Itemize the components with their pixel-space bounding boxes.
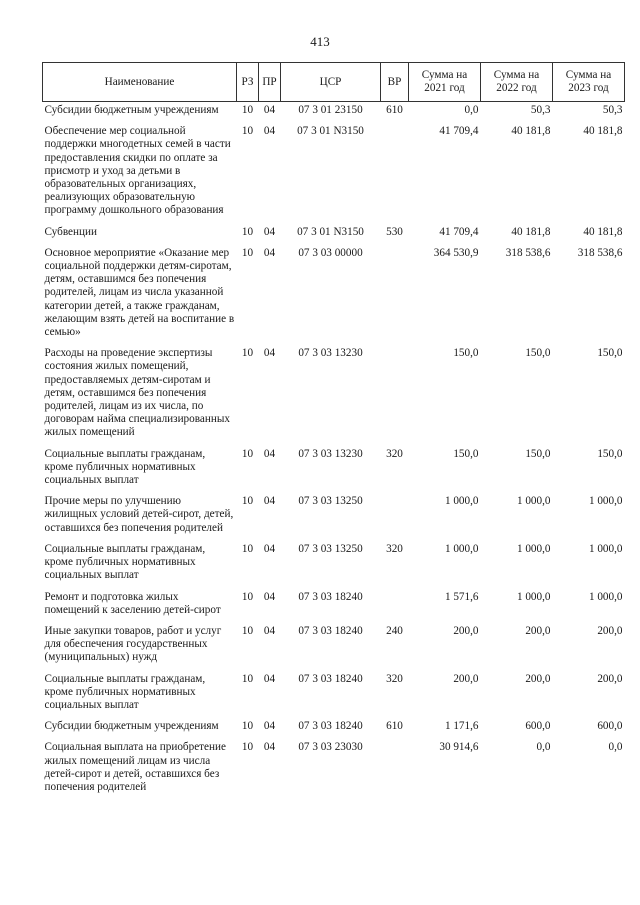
cell-pr: 04 (263, 672, 276, 685)
cell-name: Субвенции (44, 225, 97, 238)
cell-sum-2021: 364 530,9 (433, 246, 479, 259)
cell-sum-2023: 600,0 (597, 720, 623, 733)
table-row (43, 125, 625, 217)
cell-sum-2023: 1 000,0 (588, 542, 623, 555)
cell-sum-2022: 200,0 (525, 624, 551, 637)
row-spacer-cell (43, 487, 625, 495)
cell-sum-2021: 1 171,6 (444, 720, 479, 733)
cell-sum-2021: 1 571,6 (444, 590, 479, 603)
cell-sum-2021: 1 000,0 (444, 495, 479, 508)
cell-rz: 10 (241, 347, 254, 360)
cell-sum-2023: 40 181,8 (583, 125, 623, 138)
row-spacer-cell (43, 117, 625, 125)
cell-rz: 10 (241, 495, 254, 508)
cell-sum-2021: 1 000,0 (444, 542, 479, 555)
cell-rz: 10 (241, 246, 254, 259)
row-spacer (43, 339, 625, 347)
cell-vr (381, 741, 409, 794)
cell-sum-2023: 1 000,0 (588, 495, 623, 508)
table-row (43, 448, 625, 488)
cell-name: Социальная выплата на приобретение жилых помещений лицам из числа детей-сирот и детей, оставшихся без попечения родителей (44, 741, 226, 793)
cell-rz: 10 (241, 720, 254, 733)
header-csr: ЦСР (281, 63, 381, 102)
table-header-row (43, 63, 625, 102)
cell-sum-2023: 150,0 (597, 347, 623, 360)
row-spacer (43, 733, 625, 741)
row-spacer (43, 583, 625, 591)
cell-pr: 04 (263, 495, 276, 508)
cell-sum-2021: 200,0 (453, 672, 479, 685)
cell-rz: 10 (241, 590, 254, 603)
cell-vr: 530 (386, 225, 403, 238)
row-spacer-cell (43, 583, 625, 591)
cell-csr: 07 3 03 18240 (298, 720, 363, 733)
cell-csr: 07 3 03 23030 (298, 741, 363, 754)
cell-sum-2023: 0,0 (608, 741, 623, 754)
row-spacer-cell (43, 733, 625, 741)
cell-sum-2023: 40 181,8 (583, 225, 623, 238)
cell-csr: 07 3 01 N3150 (297, 125, 364, 138)
cell-csr: 07 3 03 13250 (298, 542, 363, 555)
cell-csr: 07 3 03 18240 (298, 672, 363, 685)
cell-sum-2022: 318 538,6 (505, 246, 551, 259)
table-row (43, 347, 625, 439)
table-row (43, 720, 625, 733)
row-spacer-cell (43, 218, 625, 226)
cell-sum-2022: 1 000,0 (516, 542, 551, 555)
cell-sum-2022: 0,0 (536, 741, 551, 754)
cell-sum-2022: 1 000,0 (516, 495, 551, 508)
cell-name: Обеспечение мер социальной поддержки многодетных семей в части предоставления скидки по оплате за присмотр и уход за детьми в образовательных организациях, реализующих образовательную программу дошкольного образования (44, 125, 231, 217)
cell-sum-2022: 50,3 (530, 104, 551, 116)
cell-csr: 07 3 01 N3150 (297, 225, 364, 238)
table-row (43, 102, 625, 118)
table-row (43, 543, 625, 583)
cell-sum-2023: 1 000,0 (588, 590, 623, 603)
cell-rz: 10 (241, 672, 254, 685)
row-spacer-cell (43, 665, 625, 673)
cell-pr: 04 (263, 447, 276, 460)
cell-csr: 07 3 03 18240 (298, 590, 363, 603)
table-row (43, 247, 625, 339)
cell-name: Субсидии бюджетным учреждениям (44, 720, 219, 733)
table-row (43, 591, 625, 617)
cell-sum-2021: 200,0 (453, 624, 479, 637)
cell-name: Иные закупки товаров, работ и услуг для обеспечения государственных (муниципальных) нужд (44, 624, 222, 664)
cell-sum-2021: 150,0 (453, 447, 479, 460)
row-spacer (43, 487, 625, 495)
cell-sum-2023: 150,0 (597, 447, 623, 460)
table-row (43, 741, 625, 794)
cell-sum-2021: 150,0 (453, 347, 479, 360)
row-spacer (43, 218, 625, 226)
budget-table (42, 62, 625, 794)
cell-sum-2022: 200,0 (525, 672, 551, 685)
cell-name: Расходы на проведение экспертизы состояния жилых помещений, предоставляемых детям-сиротам и детям, оставшимся без попечения родителей, лицам из их числа, по договорам найма специализированных жилых помещений (44, 347, 230, 439)
cell-sum-2021: 41 709,4 (439, 125, 479, 138)
row-spacer (43, 665, 625, 673)
cell-vr: 610 (386, 104, 403, 116)
cell-pr: 04 (263, 104, 276, 116)
row-spacer (43, 535, 625, 543)
cell-csr: 07 3 03 13230 (298, 347, 363, 360)
cell-rz: 10 (241, 447, 254, 460)
cell-vr: 320 (386, 672, 403, 685)
row-spacer-cell (43, 239, 625, 247)
cell-sum-2021: 30 914,6 (439, 741, 479, 754)
cell-rz: 10 (241, 125, 254, 138)
cell-vr: 320 (386, 542, 403, 555)
cell-name: Прочие меры по улучшению жилищных условий детей-сирот, детей, оставшихся без попечения родителей (44, 495, 234, 534)
cell-vr: 240 (386, 624, 403, 637)
cell-sum-2021: 41 709,4 (439, 225, 479, 238)
cell-pr: 04 (263, 246, 276, 259)
page-number: 413 (310, 34, 330, 49)
cell-vr (381, 125, 409, 217)
cell-sum-2023: 200,0 (597, 624, 623, 637)
cell-sum-2022: 150,0 (525, 447, 551, 460)
cell-vr: 610 (386, 720, 403, 733)
row-spacer (43, 239, 625, 247)
cell-name: Социальные выплаты гражданам, кроме публичных нормативных социальных выплат (44, 447, 206, 487)
cell-pr: 04 (263, 125, 276, 138)
cell-name: Ремонт и подготовка жилых помещений к заселению детей-сирот (44, 590, 221, 616)
header-sum-2021: Сумма на 2021 год (409, 63, 481, 102)
cell-csr: 07 3 03 13230 (298, 447, 363, 460)
cell-rz: 10 (241, 104, 254, 116)
row-spacer (43, 117, 625, 125)
table-row (43, 226, 625, 239)
header-pr: ПР (259, 63, 281, 102)
table-row (43, 673, 625, 713)
header-name: Наименование (43, 63, 237, 102)
cell-csr: 07 3 03 00000 (298, 246, 363, 259)
cell-rz: 10 (241, 741, 254, 754)
row-spacer (43, 617, 625, 625)
cell-sum-2023: 318 538,6 (577, 246, 623, 259)
cell-sum-2023: 50,3 (602, 104, 623, 116)
cell-sum-2022: 1 000,0 (516, 590, 551, 603)
header-vr: ВР (381, 63, 409, 102)
row-spacer-cell (43, 440, 625, 448)
row-spacer-cell (43, 535, 625, 543)
table-row (43, 495, 625, 535)
header-rz: РЗ (237, 63, 259, 102)
cell-vr (381, 495, 409, 535)
row-spacer (43, 712, 625, 720)
cell-vr: 320 (386, 447, 403, 460)
table-body (43, 102, 625, 795)
cell-rz: 10 (241, 542, 254, 555)
table-row (43, 625, 625, 665)
cell-pr: 04 (263, 624, 276, 637)
cell-vr (381, 347, 409, 439)
cell-sum-2022: 600,0 (525, 720, 551, 733)
cell-sum-2022: 40 181,8 (511, 225, 551, 238)
cell-name: Субсидии бюджетным учреждениям (44, 104, 219, 116)
cell-pr: 04 (263, 720, 276, 733)
cell-pr: 04 (263, 347, 276, 360)
cell-csr: 07 3 03 13250 (298, 495, 363, 508)
row-spacer (43, 440, 625, 448)
cell-vr (381, 591, 409, 617)
cell-rz: 10 (241, 624, 254, 637)
cell-pr: 04 (263, 741, 276, 754)
cell-vr (381, 247, 409, 339)
cell-pr: 04 (263, 590, 276, 603)
cell-pr: 04 (263, 542, 276, 555)
cell-sum-2022: 40 181,8 (511, 125, 551, 138)
cell-sum-2023: 200,0 (597, 672, 623, 685)
cell-name: Социальные выплаты гражданам, кроме публичных нормативных социальных выплат (44, 672, 206, 711)
header-sum-2022: Сумма на 2022 год (481, 63, 553, 102)
cell-name: Основное мероприятие «Оказание мер социальной поддержки детям-сиротам, детям, оставшимся без попечения родителей, лицам из числа указанной категории детей, а также гражданам, желающим взять детей на воспитание в семью» (44, 246, 235, 339)
row-spacer-cell (43, 339, 625, 347)
row-spacer-cell (43, 712, 625, 720)
cell-csr: 07 3 01 23150 (298, 104, 363, 116)
header-sum-2023: Сумма на 2023 год (553, 63, 625, 102)
cell-rz: 10 (241, 225, 254, 238)
cell-csr: 07 3 03 18240 (298, 624, 363, 637)
cell-sum-2022: 150,0 (525, 347, 551, 360)
cell-pr: 04 (263, 225, 276, 238)
cell-sum-2021: 0,0 (464, 104, 479, 116)
cell-name: Социальные выплаты гражданам, кроме публичных нормативных социальных выплат (44, 542, 206, 582)
row-spacer-cell (43, 617, 625, 625)
